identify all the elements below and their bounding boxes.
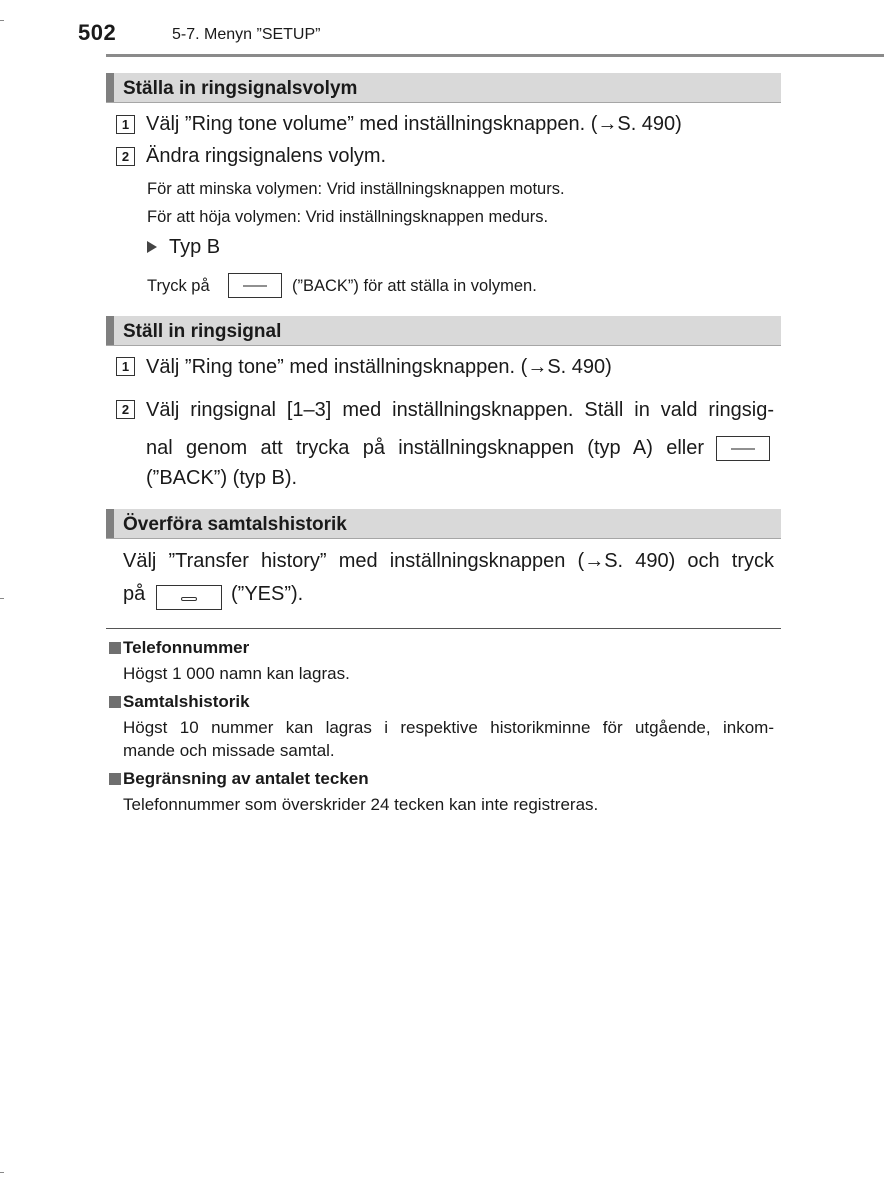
chapter-title: 5-7. Menyn ”SETUP”	[172, 26, 321, 43]
note-heading: Begränsning av antalet tecken	[123, 769, 369, 788]
section-bar-ringtone-volume	[106, 73, 781, 103]
transfer-text-line: Välj ”Transfer history” med inställningsknappen (→S. 490) och tryck	[123, 550, 774, 572]
transfer-text-suffix: (”YES”).	[231, 583, 304, 605]
triangle-bullet-icon	[147, 241, 157, 253]
crop-mark	[0, 1172, 4, 1173]
note-body: Högst 10 nummer kan lagras i respektive historikminne för utgående, inkom-	[123, 718, 774, 737]
step-number-box: 1	[116, 115, 135, 134]
header-divider	[106, 54, 884, 57]
square-bullet-icon	[109, 696, 121, 708]
notes-divider	[106, 628, 781, 629]
instruction-decrease: För att minska volymen: Vrid inställningsknappen moturs.	[147, 180, 565, 198]
step-text-line: Välj ringsignal [1–3] med inställningsknappen. Ställ in vald ringsig-	[146, 399, 774, 421]
note-body: mande och missade samtal.	[123, 741, 335, 760]
section-title: Ställa in ringsignalsvolym	[123, 78, 358, 99]
crop-mark	[0, 20, 4, 21]
note-body: Högst 1 000 namn kan lagras.	[123, 664, 350, 683]
section-title: Överföra samtalshistorik	[123, 514, 347, 535]
yes-button-icon	[156, 585, 222, 610]
note-heading: Telefonnummer	[123, 638, 250, 657]
step-number-box: 2	[116, 400, 135, 419]
type-b-label: Typ B	[169, 236, 221, 258]
section-bar-ringtone	[106, 316, 781, 346]
step-text: Välj ”Ring tone” med inställningsknappen. (→S. 490)	[146, 356, 612, 378]
step-number-box: 2	[116, 147, 135, 166]
note-body: Telefonnummer som överskrider 24 tecken kan inte registreras.	[123, 795, 599, 814]
instruction-increase: För att höja volymen: Vrid inställningsknappen medurs.	[147, 208, 549, 226]
step-text: Välj ”Ring tone volume” med inställningsknappen. (→S. 490)	[146, 113, 682, 135]
section-title: Ställ in ringsignal	[123, 321, 282, 342]
step-number-box: 1	[116, 357, 135, 376]
page-number: 502	[78, 20, 117, 45]
press-suffix: (”BACK”) för att ställa in volymen.	[292, 277, 537, 295]
step-text-line: (”BACK”) (typ B).	[146, 467, 298, 489]
back-button-icon	[716, 436, 770, 461]
back-button-icon	[228, 273, 282, 298]
crop-mark	[0, 598, 4, 599]
section-bar-transfer-history	[106, 509, 781, 539]
step-text-line: nal genom att trycka på inställningsknappen (typ A) eller	[146, 437, 704, 459]
square-bullet-icon	[109, 773, 121, 785]
note-heading: Samtalshistorik	[123, 692, 250, 711]
step-text: Ändra ringsignalens volym.	[146, 145, 387, 167]
square-bullet-icon	[109, 642, 121, 654]
transfer-text-prefix: på	[123, 583, 146, 605]
press-prefix: Tryck på	[147, 277, 210, 295]
